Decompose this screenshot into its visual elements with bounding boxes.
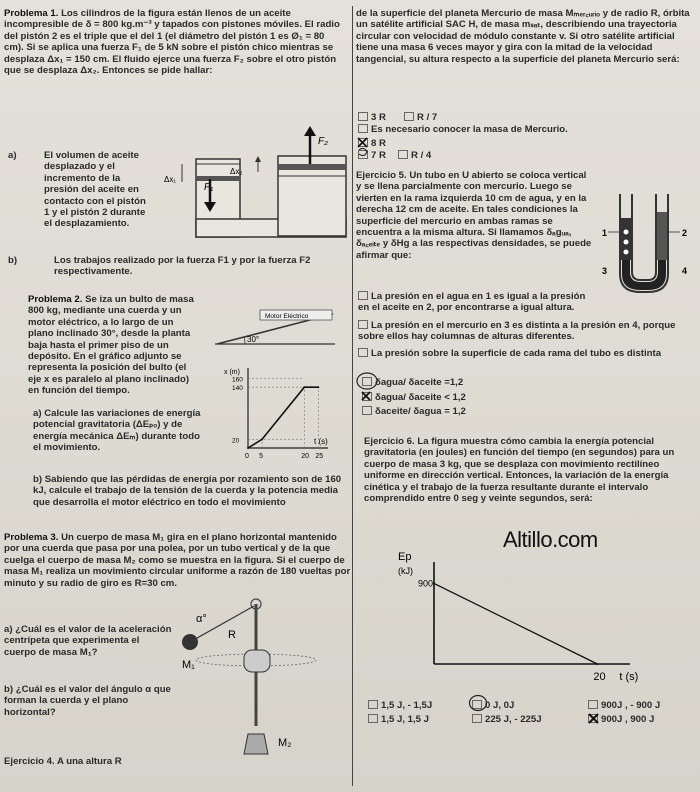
ex6-option-d-label: 1,5 J, 1,5 J (381, 714, 430, 725)
y-tick-label: 20 (232, 437, 240, 445)
x-tick-label: 0 (245, 453, 249, 460)
problem-3-b-text: b) ¿Cuál es el valor del ángulo α que forman la cuerda y el plano horizontal? (4, 684, 171, 718)
data-point (433, 582, 435, 584)
y-tick-label: 160 (232, 376, 243, 384)
ex4-option-b[interactable] (404, 112, 437, 123)
y-axis-label: Ep (398, 551, 412, 563)
radius-label: R (228, 629, 236, 641)
ex6-option-d[interactable] (368, 714, 429, 725)
u-tube-label-1: 1 (602, 228, 608, 238)
ex4-option-a-label: 3 R (371, 112, 386, 123)
piston-1 (196, 176, 240, 181)
x-tick-label: 20 (593, 671, 606, 683)
force-1-label: F₁ (204, 182, 214, 193)
problem-1-a-label: a) (8, 150, 17, 161)
watermark: Altillo.com (503, 527, 598, 552)
ex5-option-b[interactable] (358, 320, 696, 343)
ex4-option-f[interactable] (398, 150, 431, 161)
ex4-option-a[interactable] (358, 112, 386, 123)
dx2-label: Δx₂ (230, 167, 243, 176)
ex6-option-c[interactable] (588, 700, 660, 711)
problem-2-text: Se iza un bulto de masa 800 kg, mediante una cuerda y un motor eléctrico, a lo largo de un plano inclinado 30°, desde la planta baja hasta el primer piso de un depósito. En el gráfico adjunto se representa la posición del bulto (el eje x es paralelo al plano inclinado) en función del tiempo. (28, 294, 194, 397)
problem-3-intro (4, 532, 352, 589)
ex6-option-f-label: 900J , 900 J (601, 714, 655, 725)
mass-2 (244, 734, 268, 754)
y-axis-unit: (kJ) (398, 566, 413, 576)
angle-label: 30° (247, 335, 260, 344)
data-point (596, 663, 598, 665)
ex4-option-d-label: 8 R (371, 138, 386, 149)
ex4-option-f-label: R / 4 (411, 150, 432, 161)
ex4-option-e-label: 7 R (371, 150, 386, 161)
ex6-option-a[interactable] (368, 700, 432, 711)
exercise-4-start: Ejercicio 4. A una altura R (4, 756, 122, 767)
position-time-graph (218, 362, 332, 468)
ex5-option-d-label: δagua/ δaceite =1,2 (375, 377, 464, 388)
handwritten-circle-mark-icon (356, 370, 378, 404)
m1-label: M₁ (182, 659, 195, 671)
hand-icon (244, 650, 270, 672)
oil-column (657, 212, 667, 260)
ex6-option-e-label: 225 J, - 225J (485, 714, 542, 725)
ex5-option-f[interactable] (362, 406, 466, 417)
mercury-fill (622, 260, 666, 290)
exercise-6-text: Ejercicio 6. La figura muestra cómo cambia la energía potencial gravitatoria (en joules) en función del tiempo (en segundos) para un cuerpo de masa 3 kg, que se desplaza con movimiento rectilíneo uniforme en dirección vertical. Entonces, la variación de la energía cinética y el trabajo de la fuerza resultante durante el intervalo comprendido entre 0 seg y veinte segundos, será: (364, 436, 675, 505)
ex6-option-c-label: 900J , - 900 J (601, 700, 661, 711)
u-tube-label-3: 3 (602, 266, 608, 276)
ex6-option-e[interactable] (472, 714, 542, 725)
x-tick-label: 25 (315, 453, 324, 460)
ex4-option-b-label: R / 7 (417, 112, 438, 123)
ex6-option-b-label: 0 J, 0J (485, 700, 515, 711)
ex6-option-a-label: 1,5 J, - 1,5J (381, 700, 433, 711)
problem-3-a-text: a) ¿Cuál es el valor de la aceleración centrípeta que experimenta el cuerpo de masa M₁? (4, 624, 172, 658)
y-tick-label: 140 (232, 385, 243, 393)
column-divider (352, 6, 353, 786)
u-tube-figure (600, 188, 696, 300)
series-line (434, 583, 597, 664)
ex5-option-e-label: δagua/ δaceite < 1,2 (375, 392, 466, 403)
ex5-option-c-label: La presión sobre la superficie de cada rama del tubo es distinta (371, 348, 662, 359)
x-tick-label: 20 (301, 453, 310, 460)
problem-1-text: Los cilindros de la figura están llenos de un aceite incompresible de δ = 800 kg.m⁻³ y tapados con pistones móviles. El radio del pistón 2 es el triple que el del 1 (el diámetro del pistón 1 es Ø₁ = 80 cm). Si se aplica una fuerza F₁ de 5 kN sobre el pistón chico mientras se desplaza Δx₁ = 150 cm. El fluido ejerce una fuerza F₂ sobre el otro pistón que se desplaza Δx₂. Entonces se pide hallar: (4, 8, 340, 77)
data-point (261, 438, 263, 440)
x-tick-label: 5 (259, 453, 263, 460)
handwritten-mark-icon (356, 134, 370, 160)
x-axis-label: t (s) (619, 671, 639, 683)
energy-time-graph (392, 546, 642, 686)
dx1-label: Δx₁ (164, 175, 177, 184)
problem-2-intro (28, 294, 198, 397)
exercise-4-text: de la superficie del planeta Mercurio de masa Mₘₑᵣ꜀ᵤᵣᵢₒ y de radio R, órbita un satélite artificial SAC H, de masa mₛₐₜ, describiendo una trayectoria circular con velocidad de módulo constante v. Si otro satélite artificial tiene una masa 6 veces mayor y gira con la mitad de la velocidad tangencial, su altura respecto a la superficie del planeta Mercurio será: (356, 8, 690, 65)
problem-3-title: Problema 3. (4, 532, 59, 543)
exercise-5-text: Ejercicio 5. Un tubo en U abierto se coloca vertical y se llena parcialmente con mercurio. Luego se vierten en la rama izquierda 10 cm de agua, y en la derecha 12 cm de aceite. En tales condiciones la superficie del mercurio en ambas ramas se encuentra a la misma altura. Si llamamos δₐgᵤₐ, δₐ꜀ₑᵢₜₑ y δHg a las respectivas densidades, se puede afirmar que: (356, 170, 592, 261)
u-tube-label-4: 4 (682, 266, 688, 276)
m2-label: M₂ (278, 737, 292, 749)
y-tick-label: 900 (418, 578, 434, 589)
force-2-label: F₂ (318, 136, 328, 147)
y-axis-label: x (m) (224, 369, 240, 376)
data-point (303, 386, 305, 388)
inclined-plane-figure (205, 302, 345, 352)
ex4-option-c-label: Es necesario conocer la masa de Mercurio. (371, 124, 568, 135)
mass-1 (182, 634, 198, 650)
x-axis-label: t (s) (314, 437, 328, 446)
rotating-mass-figure (178, 594, 328, 760)
problem-1-a-text: El volumen de aceite desplazado y el incremento de la presión del aceite en contacto con el pistón 1 y el pistón 2 durante el desplazamiento. (44, 150, 146, 230)
handwritten-circle-icon (468, 694, 488, 712)
ex5-option-f-label: δaceite/ δagua = 1,2 (375, 406, 466, 417)
problem-1-intro (4, 8, 346, 76)
piston-2 (278, 164, 346, 170)
u-tube-label-2: 2 (682, 228, 688, 238)
data-point (317, 386, 319, 388)
handwritten-cross-icon (588, 713, 600, 725)
problem-2-title: Problema 2. (28, 294, 83, 305)
ex5-option-a-label: La presión en el agua en 1 es igual a la presión en el aceite en 2, por encontrarse a igual altura. (358, 291, 586, 314)
ex5-option-a[interactable] (358, 291, 596, 314)
ex5-option-b-label: La presión en el mercurio en 3 es distinta a la presión en 4, porque sobre ellos hay columnas de alturas diferentes. (358, 320, 676, 343)
problem-1-title: Problema 1. (4, 8, 59, 19)
data-point (247, 447, 249, 449)
motor-label: Motor Eléctrico (265, 313, 309, 320)
series-line (248, 387, 318, 448)
alpha-label: α° (196, 613, 207, 625)
problem-1-b-label: b) (8, 255, 18, 266)
problem-2-a-text: a) Calcule las variaciones de energía potencial gravitatoria (ΔEₚₒ) y de energía mecánica ΔEₘ) durante todo el movimiento. (33, 408, 201, 454)
ex4-option-c[interactable] (358, 124, 568, 135)
problem-2-b-text: b) Sabiendo que las pérdidas de energía por rozamiento son de 160 kJ, calcule el trabajo de la tensión de la cuerda y la potencia media que desarrolla el motor eléctrico en todo el movimiento (33, 474, 342, 508)
ex5-option-c[interactable] (358, 348, 696, 359)
problem-1-b-text: Los trabajos realizado por la fuerza F1 y por la fuerza F2 respectivamente. (54, 255, 311, 278)
hydraulic-press-figure (160, 124, 350, 244)
problem-3-text: Un cuerpo de masa M₁ gira en el plano horizontal mantenido por una cuerda que pasa por una polea, por un tubo vertical y de la que cuelga el cuerpo de masa M₂ como se muestra en la figura. Si el cuerpo de masa M₁ realiza un movimiento circular uniforme a razón de 180 vueltas por minuto y su radio de giro es R=30 cm. (4, 532, 351, 589)
